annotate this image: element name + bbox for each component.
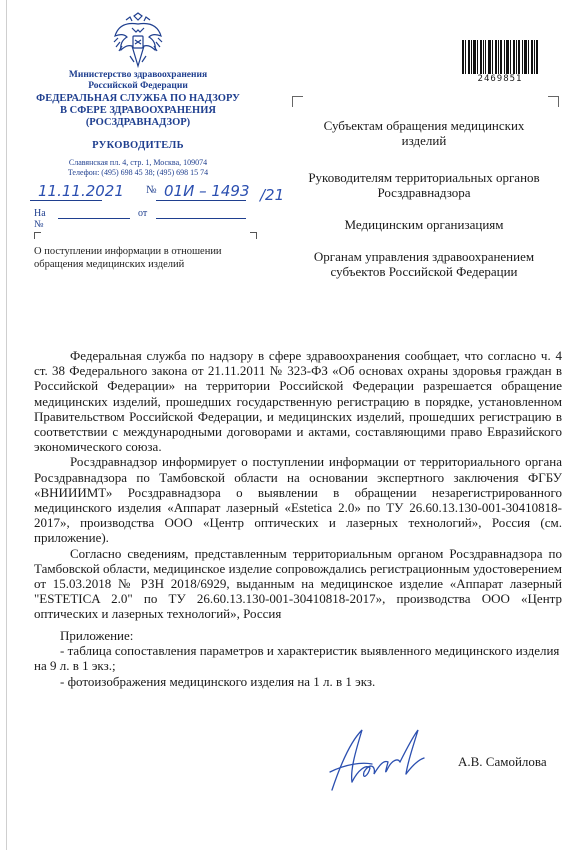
recipient: Руководителям территориальных органов Росздравнадзора <box>308 170 540 200</box>
attachments <box>34 628 562 689</box>
letter-subject: О поступлении информации в отношении обращения медицинских изделий <box>34 246 222 270</box>
attachment-item: - таблица сопоставления параметров и характеристик выявленного медицинского изделия на 9 л. в 1 экз.; <box>34 643 560 674</box>
attachments-heading: Приложение: <box>60 628 134 643</box>
ministry-line-1: Министерство здравоохранения <box>68 70 208 80</box>
body-paragraph: Росздравнадзор информирует о поступлении информации от территориального органа Росздравнадзора по Тамбовской области на основании экспертного заключения ФГБУ «ВНИИИМТ» Росздравнадзора о выявлении в обращении незарегистрированного медицинского изделия «Аппарат лазерный «Estetica 2.0» по ТУ 26.60.13.130-001-30410818-2017», производства ООО «Центр оптических и лазерных технологий», Россия (см. приложение). <box>34 454 562 546</box>
recipient: Медицинским организациям <box>344 217 504 232</box>
barcode-icon <box>462 40 538 74</box>
from-label: от <box>138 208 148 219</box>
body-paragraph: Федеральная служба по надзору в сфере здравоохранения сообщает, что согласно ч. 4 ст. 38 Федерального закона от 21.11.2011 № 323-ФЗ «Об основах охраны здоровья граждан в Российской Федерации» на территории Российской Федерации разрешается обращение медицинских изделий, прошедших государственную регистрацию в порядке, установленном Правительством Российской Федерации, и медицинских изделий, прошедших регистрацию в соответствии с международными договорами и актами, составляющими право Евразийского экономического союза. <box>34 348 562 455</box>
address-corner-right <box>548 96 559 107</box>
handwritten-signature <box>322 720 432 800</box>
recipient: Органам управления здравоохранением субъектов Российской Федерации <box>313 249 535 279</box>
registration-number-suffix: /21 <box>260 186 285 204</box>
recipients-block <box>302 118 546 296</box>
registration-line <box>34 182 334 206</box>
subject-corner-left <box>34 232 41 239</box>
address-block <box>28 158 248 178</box>
subject-corner-right <box>250 232 257 239</box>
agency-line-2: В СФЕРЕ ЗДРАВООХРАНЕНИЯ <box>60 105 216 116</box>
in-reply-label: На № <box>34 208 46 230</box>
ministry-name <box>40 70 236 92</box>
ministry-line-2: Российской Федерации <box>88 81 188 91</box>
scan-edge <box>6 0 7 850</box>
registration-date: 11.11.2021 <box>38 182 124 200</box>
agency-line-3: (РОСЗДРАВНАДЗОР) <box>85 117 191 128</box>
phone: Телефон: (495) 698 45 38; (495) 698 15 74 <box>67 168 209 177</box>
agency-line-1: ФЕДЕРАЛЬНАЯ СЛУЖБА ПО НАДЗОРУ <box>36 93 240 104</box>
registration-number: 01И – 1493 <box>164 182 250 200</box>
number-underline <box>156 200 246 201</box>
head-title: РУКОВОДИТЕЛЬ <box>92 140 184 151</box>
date-underline <box>30 200 102 201</box>
letter-body <box>34 348 562 622</box>
in-reply-date-blank <box>156 218 246 219</box>
recipient: Субъектам обращения медицинских изделий <box>323 118 525 148</box>
attachment-item: - фотоизображения медицинского изделия на 1 л. в 1 экз. <box>60 673 376 689</box>
barcode-number: 2469851 <box>477 74 523 84</box>
address-corner-left <box>292 96 303 107</box>
address: Славянская пл. 4, стр. 1, Москва, 109074 <box>68 158 208 167</box>
coat-of-arms-icon <box>112 12 164 70</box>
registration-number-label: № <box>146 184 157 196</box>
in-reply-number-blank <box>58 218 130 219</box>
agency-name <box>24 93 252 129</box>
signer-name: А.В. Самойлова <box>458 754 547 769</box>
body-paragraph: Согласно сведениям, представленным территориальным органом Росздравнадзора по Тамбовской области, медицинское изделие сопровождались регистрационным удостоверением от 15.03.2018 № РЗН 2018/6929, выданным на медицинское изделие «Аппарат лазерный "ESTETICA 2.0" по ТУ 26.60.13.130-001-30410818-2017», производства ООО «Центр оптических и лазерных технологий», Россия <box>34 545 562 622</box>
